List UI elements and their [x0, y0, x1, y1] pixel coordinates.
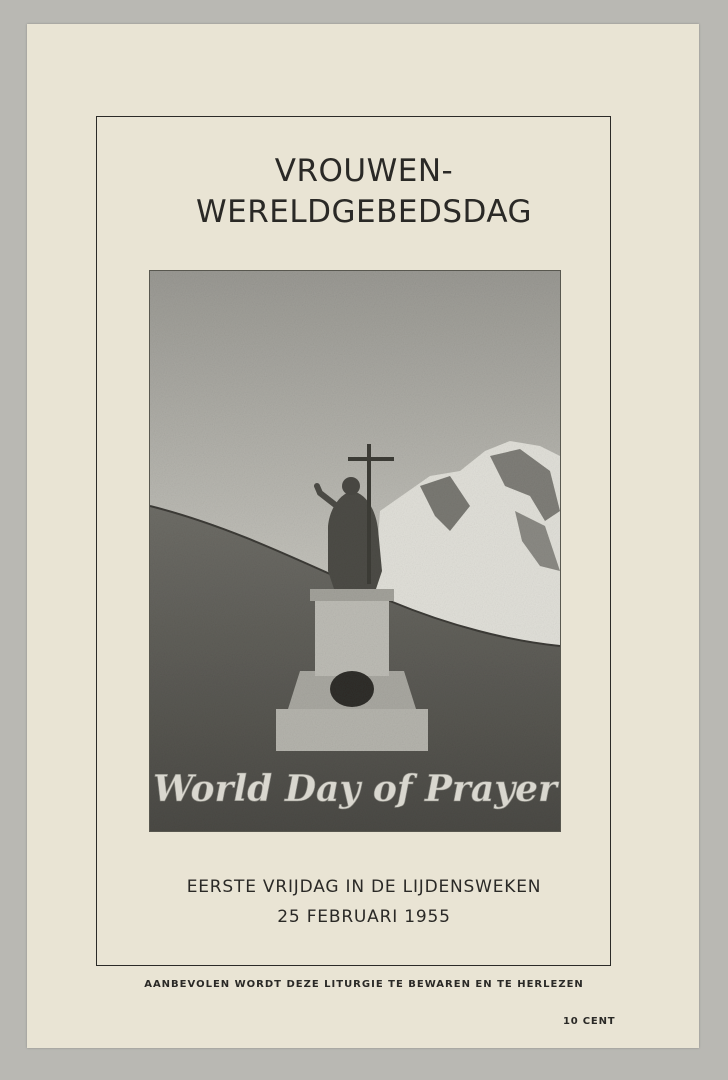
- subtitle-date: 25 FEBRUARI 1955: [277, 907, 451, 927]
- subtitle-line-1: EERSTE VRIJDAG IN DE LIJDENSWEKEN: [186, 877, 542, 897]
- image-caption-text: World Day of Prayer: [152, 768, 558, 810]
- price-label: 10 CENT: [563, 1016, 616, 1027]
- cover-photo: [149, 270, 561, 832]
- title-line-2: WERELDGEBEDSDAG: [195, 194, 533, 230]
- footer-note: AANBEVOLEN WORDT DEZE LITURGIE TE BEWAREN EN TE HERLEZEN: [144, 979, 584, 990]
- title-line-1: VROUWEN-: [274, 153, 454, 189]
- christ-statue-mountain-image: [150, 271, 560, 831]
